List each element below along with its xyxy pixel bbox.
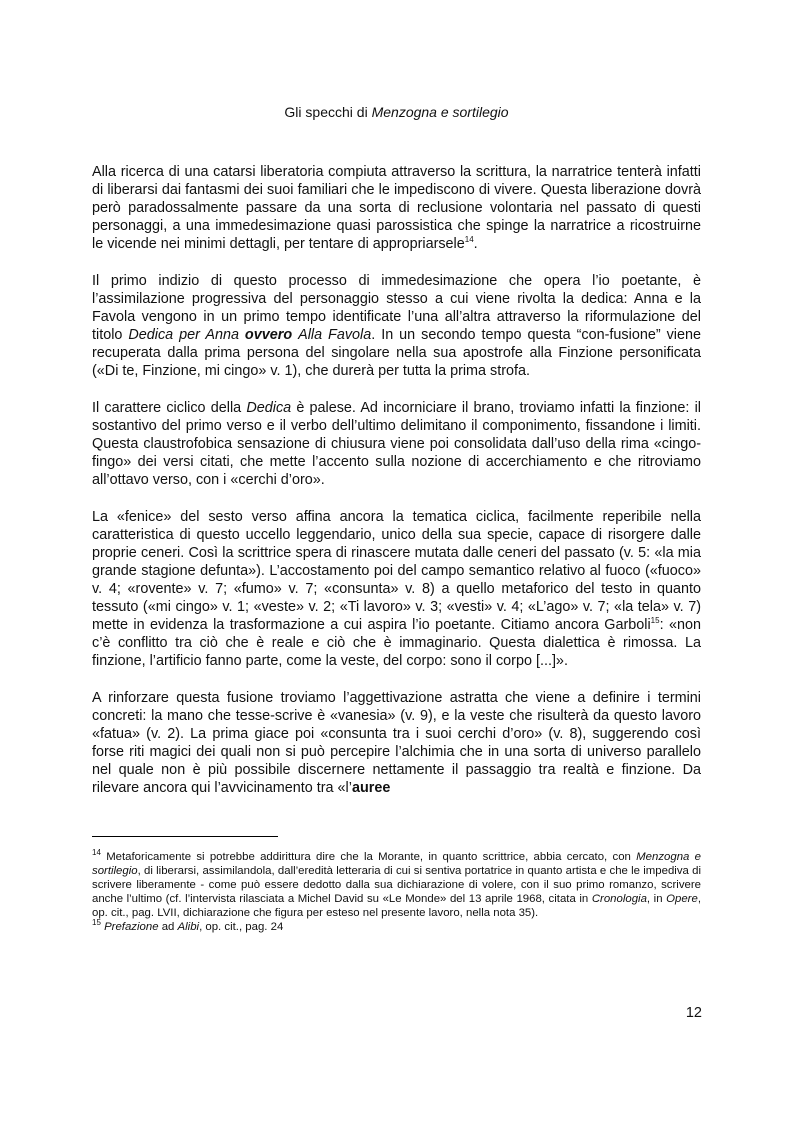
footnote-15-prefazione: Prefazione <box>100 921 159 933</box>
footnotes <box>92 850 701 934</box>
page-number: 12 <box>685 1005 702 1021</box>
running-header <box>0 103 793 121</box>
paragraph-4-text-b: : «non c’è conflitto tra ciò che è reale e ciò che è immaginario. Questa dialettica è rimossa. La finzione, l’artificio fanno parte, come la veste, del corpo: sono il corpo [...]». <box>92 617 701 669</box>
footnote-ref-14[interactable]: 14 <box>464 235 474 245</box>
ovvero-emphasis: ovvero <box>238 327 299 343</box>
paragraph-1-text: Alla ricerca di una catarsi liberatoria compiuta attraverso la scrittura, la narratrice tenterà infatti di liberarsi dai fantasmi dei suoi familiari che le impediscono di vivere. Questa liberazione dovrà però paradossalmente passare da una sorta di reclusione volontaria nel passato di questi personaggi, a una immedesimazione quasi parossistica che spinge la narratrice a ricostruirne le vicende nei minimi dettagli, per tentare di appropriarsele <box>92 164 701 252</box>
body-text <box>92 163 701 816</box>
paragraph-4-text-a: La «fenice» del sesto verso affina ancora la tematica ciclica, facilmente reperibile nella caratteristica di questo uccello leggendario, unico della sua specie, capace di risorgere dalle proprie ceneri. Così la scrittrice spera di rinascere mutata dalle ceneri del passato (v. 5: «la mia grande stagione defunta»). L’accostamento poi del campo semantico relativo al fuoco («fuoco» v. 4; «rovente» v. 7; «fumo» v. 7; «consunta» v. 8) a quello metaforico del testo in quanto tessuto («mi cingo» v. 1; «veste» v. 2; «Ti lavoro» v. 3; «vesti» v. 4; «L’ago» v. 7; «la tela» v. 7) mette in evidenza la trasformazione a cui aspira l’io poetante. Citiamo ancora Garboli <box>92 509 701 633</box>
favola-title: Alla Favola <box>298 327 372 343</box>
paragraph-4 <box>92 508 701 670</box>
paragraph-3 <box>92 399 701 489</box>
footnote-15 <box>92 920 701 934</box>
footnote-separator <box>92 836 278 837</box>
footnote-15-text-b: ad <box>158 921 178 933</box>
footnote-14-text-g: , op. cit., pag. LVII, dichiarazione che figura per esteso nel presente lavoro, nella nota 35). <box>92 893 701 919</box>
paragraph-3-text-a: Il carattere ciclico della <box>92 400 247 416</box>
dedica-title: Dedica per Anna <box>128 327 239 343</box>
paragraph-5-text-a: A rinforzare questa fusione troviamo l’aggettivazione astratta che viene a definire i termini concreti: la mano che tesse-scrive è «vanesia» (v. 9), e la veste che risulterà da questo lavoro «fatua» (v. 2). La prima giace poi «consunta tra i suoi cerchi d’oro» (v. 8), suggerendo così forse riti magici dei quali non si può percepire l’alchimia che in una sorta di universo parallelo nel quale non è più possibile discernere nettamente il passaggio tra realtà e finzione. Da rilevare ancora qui l’avvicinamento tra «l’ <box>92 690 701 796</box>
header-title: Menzogna e sortilegio <box>371 104 509 120</box>
footnote-14-text-e: , in <box>646 893 667 905</box>
paragraph-1 <box>92 163 701 253</box>
paragraph-2-text-a: Il primo indizio di questo processo di immedesimazione che opera l’io poetante, è l’assimilazione progressiva del personaggio stesso a cui viene rivolta la dedica: Anna e la Favola vengono in un primo tempo identificate l’una all’altra attraverso la riformulazione del titolo <box>92 273 701 343</box>
paragraph-5 <box>92 689 701 797</box>
footnote-14-title: Menzogna e sortilegio <box>92 851 701 877</box>
paragraph-1-end: . <box>473 236 478 252</box>
footnote-14-number: 14 <box>92 848 101 858</box>
auree-bold: auree <box>351 780 391 796</box>
footnote-14-text-a: Metaforicamente si potrebbe addirittura dire che la Morante, in quanto scrittrice, abbia cercato, con <box>100 851 637 863</box>
paragraph-2 <box>92 272 701 380</box>
footnote-15-number: 15 <box>92 918 101 928</box>
header-prefix: Gli specchi di <box>284 104 372 120</box>
footnote-15-alibi: Alibi <box>177 921 200 933</box>
footnote-14 <box>92 850 701 920</box>
paragraph-2-text-e: . In un secondo tempo questa “con-fusione” viene recuperata dalla prima persona del singolare nella sua apostrofe alla Finzione personificata («Di te, Finzione, mi cingo» v. 1), che durerà per tutta la prima strofa. <box>92 327 701 379</box>
footnote-14-cronologia: Cronologia <box>591 893 647 905</box>
paragraph-3-text-c: è palese. Ad incorniciare il brano, troviamo infatti la finzione: il sostantivo del primo verso e il verbo dell’ultimo delimitano il componimento, fissandone i limiti. Questa claustrofobica sensazione di chiusura viene poi consolidata dall’uso della rima «cingo-fingo» dei versi citati, che mette l’accento sulla nozione di accerchiamento e che ritroviamo all’ottavo verso, con i «cerchi d’oro». <box>92 400 701 488</box>
footnote-14-text-c: , di liberarsi, assimilandola, dall’eredità letteraria di cui si sentiva portatrice in quanto artista e che le impediva di scrivere liberamente - come può essere dedotto dalla sua dichiarazione di volere, con il suo primo romanzo, scrivere anche l’ultimo (cf. l’intervista rilasciata a Michel David su «Le Monde» del 13 aprile 1968, citata in <box>92 865 701 905</box>
footnote-ref-15[interactable]: 15 <box>650 616 660 626</box>
footnote-14-opere: Opere <box>666 893 698 905</box>
footnote-15-text-d: , op. cit., pag. 24 <box>199 921 284 933</box>
dedica-italic: Dedica <box>246 400 292 416</box>
